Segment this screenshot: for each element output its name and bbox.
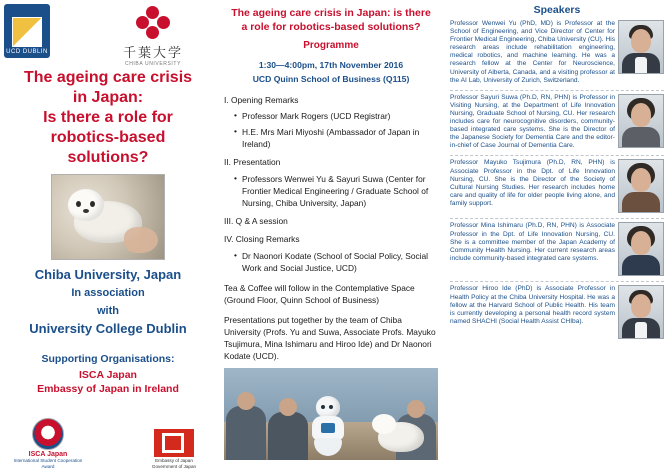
credits-note: Presentations put together by the team of Chiba University (Profs. Yu and Suwa, Associate Profs. Mayuko Tsujimura, Mina Ishimaru and Hiroo Ide) and Dr Naonori Kodate (UCD). [224, 314, 436, 361]
embassy-logo-sub: Government of Japan [151, 463, 197, 469]
embassy-of-japan-logo [138, 429, 210, 469]
speaker-entry [450, 94, 664, 151]
organiser-assoc: In association [71, 287, 145, 299]
event-title-line-2: a role for robotics-based solutions? [241, 21, 421, 33]
event-title [224, 6, 438, 34]
ucd-crest-icon [12, 17, 42, 47]
isca-emblem-icon [32, 418, 64, 450]
paro-robot-photo [51, 174, 165, 260]
chiba-university-logo [94, 4, 212, 67]
organiser-with: with [97, 305, 119, 317]
organisers [4, 266, 212, 338]
programme-section-1-heading: I. Opening Remarks [224, 94, 299, 105]
ucd-logo-text: UCD DUBLIN [6, 49, 48, 55]
poster-title-line-3: Is there a role for [43, 109, 173, 126]
event-venue: UCD Quinn School of Business (Q115) [252, 73, 410, 84]
speaker-bio: Professor Hiroo Ide (PhD) is Associate Professor in Health Policy at the Chiba University Hospital. He was a fellow at the Harvard School of Public Health. His team is currently developing a personal health record system named SHACHI (Social Health Assist CHIba). [450, 285, 615, 325]
logo-row [4, 4, 212, 67]
speaker-entry [450, 285, 664, 339]
speaker-bio: Professor Sayuri Suwa (Ph.D, RN, PHN) is Professor in Visiting Nursing, at the Department of Life Innovation Nursing, Graduate School of Nursing, CU. Her research includes care for neurocognitive disorders, community-based integrated care systems. She is the Director of the Japanese Society for Dementia Care and the editor-in-chief of Case Journal of Dementia Care. [450, 93, 615, 150]
poster-title [6, 68, 210, 168]
poster-title-line-1: The ageing care crisis [23, 69, 193, 86]
poster-title-line-4: robotics-based [50, 129, 166, 146]
programme-column [218, 0, 446, 471]
supporting-org-2: Embassy of Japan in Ireland [37, 383, 179, 395]
programme-item: • H.E. Mrs Mari Miyoshi (Ambassador of Japan in Ireland) [234, 126, 438, 150]
organiser-chiba: Chiba University, Japan [34, 267, 182, 282]
robots-demo-photo [224, 368, 438, 460]
pepper-robot-icon [310, 396, 346, 456]
chiba-petal-icon [136, 6, 170, 40]
speaker-entry [450, 222, 664, 276]
supporting-heading: Supporting Organisations: [41, 353, 175, 365]
speaker-entry [450, 20, 664, 85]
embassy-logo-name: Embassy of Japan [155, 458, 193, 464]
speakers-column [446, 0, 668, 471]
programme-item: • Dr Naonori Kodate (School of Social Policy, Social Work and Social Justice, UCD) [234, 250, 438, 274]
sponsor-logo-row [8, 418, 210, 469]
tea-coffee-note: Tea & Coffee will follow in the Contemplative Space (Ground Floor, Quinn School of Business) [224, 282, 415, 305]
speaker-portrait [618, 222, 664, 276]
isca-japan-logo [8, 418, 88, 469]
isca-logo-sub: International Student Cooperation Award [13, 458, 83, 469]
speakers-heading: Speakers [533, 4, 581, 16]
event-datetime: 1:30—4:00pm, 17th November 2016 [258, 59, 404, 70]
left-column [0, 0, 218, 471]
divider [450, 90, 664, 91]
speaker-bio: Professor Wenwei Yu (PhD, MD) is Professor at the School of Engineering, and Vice Director of Center for Frontier Medical Engineering, Chiba University (CU). His research areas include rehabilitation engineering, medical robotics, and machine learning. He was a research fellow at the Center for Neuroscience, University of Alberta, Canada, and a visiting professor at the AI Lab, University of Zurich, Switzerland. [450, 20, 615, 84]
programme-section-3-heading: III. Q & A session [224, 215, 288, 226]
poster-title-line-5: solutions? [67, 149, 149, 166]
divider [450, 218, 664, 219]
chiba-logo-en: CHIBA UNIVERSITY [125, 61, 181, 67]
organiser-ucd: University College Dublin [29, 321, 187, 336]
speaker-entry [450, 159, 664, 213]
ucd-logo [4, 4, 50, 58]
speaker-bio: Professor Mayuko Tsujimura (Ph.D, RN, PHN) is Associate Professor in the Dpt. of Life Innovation Nursing, CU. She is the Director of the Society of Cultural Nursing Studies. Her research includes home care and quality of life for older people living alone, and family support. [450, 159, 615, 207]
programme-section-2-heading: II. Presentation [224, 157, 281, 167]
poster-title-line-2: in Japan: [72, 89, 144, 106]
speaker-portrait [618, 159, 664, 213]
chiba-logo-jp: 千葉大学 [122, 45, 183, 60]
event-title-line-1: The ageing care crisis in Japan: is there [231, 7, 431, 19]
isca-logo-name: ISCA Japan [28, 451, 68, 459]
programme-section-4-heading: IV. Closing Remarks [224, 234, 300, 244]
speaker-portrait [618, 94, 664, 148]
embassy-emblem-icon [154, 429, 194, 457]
programme-item: • Professors Wenwei Yu & Sayuri Suwa (Center for Frontier Medical Engineering / Graduate School of Nursing, Chiba University, Japan) [234, 173, 438, 209]
supporting-org-1: ISCA Japan [79, 369, 137, 381]
programme-item: • Professor Mark Rogers (UCD Registrar) [234, 110, 438, 122]
supporting-organisations [4, 352, 212, 396]
speaker-bio: Professor Mina Ishimaru (Ph.D, RN, PHN) is Associate Professor in the Dpt. of Life Innovation Nursing, CU. She is a committee member of the Japan Academy of Community Health Nursing. Her current research areas include community-based integrated care systems. [450, 222, 615, 262]
speaker-portrait [618, 285, 664, 339]
speaker-portrait [618, 20, 664, 74]
divider [450, 281, 664, 282]
divider [450, 155, 664, 156]
paro-robot-icon [378, 422, 424, 452]
programme-heading: Programme [303, 40, 359, 51]
